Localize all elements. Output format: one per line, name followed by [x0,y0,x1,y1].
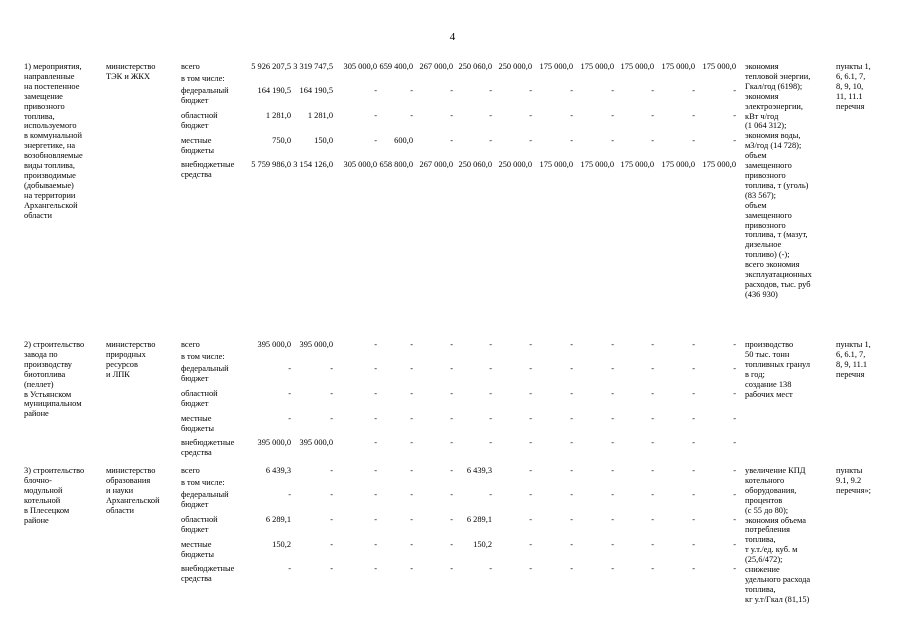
value-cell: 250 060,0 [458,62,492,71]
value-cell: - [374,564,377,573]
results-cell: увеличение КПД котельного оборудования, процентов (с 55 до 80); экономия объема потребления топлива, т у.т./ед. куб. м (25,6/472); снижение удельного расхода топлива, кг у.т/Гкал (81,15) [745,466,811,604]
source-cell: федеральный бюджет [181,86,229,105]
value-cell: - [651,438,654,447]
source-cell: местные бюджеты [181,540,215,559]
value-cell: 250 000,0 [498,62,532,71]
source-cell: внебюджетные средства [181,438,235,457]
value-cell: - [410,515,413,524]
executor-cell: министерство образования и науки Архангельской области [106,466,160,515]
value-cell: - [692,86,695,95]
value-cell: - [651,364,654,373]
value-cell: 659 400,0 [379,62,413,71]
value-cell: - [611,564,614,573]
value-cell: 175 000,0 [702,62,736,71]
value-cell: - [374,389,377,398]
value-cell: - [374,490,377,499]
value-cell: - [692,111,695,120]
value-cell: - [450,490,453,499]
value-cell: - [529,438,532,447]
value-cell: - [570,490,573,499]
value-cell: - [733,490,736,499]
source-cell: областной бюджет [181,515,218,534]
executor-cell: министерство ТЭК и ЖКХ [106,62,156,81]
value-cell: - [529,86,532,95]
value-cell: 175 000,0 [539,160,573,169]
value-cell: - [570,414,573,423]
value-cell: - [410,438,413,447]
value-cell: - [410,414,413,423]
source-cell: в том числе: [181,478,225,487]
items-cell: пункты 9.1, 9.2 перечня»; [836,466,871,495]
value-cell: - [651,136,654,145]
value-cell: - [489,340,492,349]
value-cell: 175 000,0 [620,62,654,71]
value-cell: 175 000,0 [661,62,695,71]
value-cell: - [570,564,573,573]
value-cell: 150,2 [473,540,492,549]
value-cell: 395 000,0 [299,340,333,349]
value-cell: - [450,389,453,398]
value-cell: - [529,564,532,573]
value-cell: - [450,364,453,373]
executor-cell: министерство природных ресурсов и ЛПК [106,340,156,379]
value-cell: 600,0 [394,136,413,145]
value-cell: 267 000,0 [419,62,453,71]
value-cell: 395 000,0 [299,438,333,447]
value-cell: 395 000,0 [257,438,291,447]
items-cell: пункты 1, 6, 6.1, 7, 8, 9, 11.1 перечня [836,340,871,379]
value-cell: 305 000,0 [343,62,377,71]
value-cell: - [410,540,413,549]
value-cell: - [529,389,532,398]
value-cell: - [733,389,736,398]
value-cell: - [450,540,453,549]
value-cell: 395 000,0 [257,340,291,349]
value-cell: - [330,490,333,499]
value-cell: - [651,86,654,95]
value-cell: 175 000,0 [702,160,736,169]
value-cell: - [570,438,573,447]
value-cell: 305 000,0 [343,160,377,169]
value-cell: - [374,86,377,95]
value-cell: - [570,364,573,373]
source-cell: внебюджетные средства [181,564,235,583]
value-cell: - [288,364,291,373]
source-cell: областной бюджет [181,389,218,408]
value-cell: - [450,136,453,145]
value-cell: 3 319 747,5 [293,62,333,71]
value-cell: 267 000,0 [419,160,453,169]
value-cell: 5 926 207,5 [251,62,291,71]
value-cell: - [374,136,377,145]
value-cell: 1 281,0 [307,111,333,120]
value-cell: - [733,466,736,475]
value-cell: 164 190,5 [299,86,333,95]
activity-cell: 2) строительство завода по производству биотоплива (пеллет) в Устьянском муниципальном районе [24,340,85,419]
value-cell: - [288,490,291,499]
value-cell: - [570,515,573,524]
value-cell: - [288,389,291,398]
value-cell: - [611,466,614,475]
value-cell: 164 190,5 [257,86,291,95]
results-cell: экономия тепловой энергии, Гкал/год (6198); экономия электроэнергии, кВт ч/год (1 064 312); экономия воды, м3/год (14 728); объем замещенного привозного топлива, т (уголь) (83 567); объем замещенного привозного топлива, т (мазут, дизельное топливо) (-); всего экономия эксплуатационных расходов, тыс. руб (436 930) [745,62,812,299]
value-cell: - [611,364,614,373]
value-cell: - [570,86,573,95]
value-cell: - [611,414,614,423]
source-cell: в том числе: [181,74,225,83]
value-cell: - [489,136,492,145]
value-cell: - [692,540,695,549]
value-cell: - [733,540,736,549]
value-cell: - [450,86,453,95]
value-cell: - [489,86,492,95]
activity-cell: 3) строительство блочно- модульной котельной в Плесецком районе [24,466,85,525]
value-cell: 175 000,0 [580,62,614,71]
value-cell: - [651,540,654,549]
value-cell: - [410,466,413,475]
value-cell: - [529,414,532,423]
value-cell: - [611,111,614,120]
results-cell: производство 50 тыс. тонн топливных гранул в год; создание 138 рабочих мест [745,340,811,399]
value-cell: - [733,364,736,373]
value-cell: - [450,111,453,120]
value-cell: - [733,86,736,95]
value-cell: - [529,136,532,145]
value-cell: - [733,136,736,145]
value-cell: - [529,515,532,524]
value-cell: - [288,414,291,423]
value-cell: - [330,515,333,524]
value-cell: - [692,466,695,475]
items-cell: пункты 1, 6, 6.1, 7, 8, 9, 10, 11, 11.1 перечня [836,62,871,111]
value-cell: - [489,389,492,398]
value-cell: - [410,364,413,373]
source-cell: местные бюджеты [181,414,215,433]
value-cell: - [450,340,453,349]
source-cell: федеральный бюджет [181,364,229,383]
value-cell: 658 800,0 [379,160,413,169]
value-cell: - [529,490,532,499]
value-cell: - [489,490,492,499]
value-cell: - [410,86,413,95]
value-cell: - [374,438,377,447]
value-cell: - [529,111,532,120]
value-cell: - [570,466,573,475]
value-cell: - [410,490,413,499]
value-cell: - [410,340,413,349]
value-cell: - [450,438,453,447]
value-cell: 175 000,0 [580,160,614,169]
value-cell: - [692,490,695,499]
value-cell: - [330,540,333,549]
value-cell: 5 759 986,0 [251,160,291,169]
value-cell: - [692,515,695,524]
value-cell: - [611,438,614,447]
value-cell: - [450,564,453,573]
value-cell: - [692,438,695,447]
value-cell: - [651,466,654,475]
value-cell: 3 154 126,0 [293,160,333,169]
value-cell: - [374,466,377,475]
source-cell: всего [181,62,200,71]
value-cell: - [374,414,377,423]
value-cell: - [489,111,492,120]
source-cell: в том числе: [181,352,225,361]
value-cell: 150,2 [272,540,291,549]
value-cell: - [529,340,532,349]
value-cell: - [692,564,695,573]
value-cell: - [570,340,573,349]
page-number: 4 [449,31,456,43]
value-cell: - [651,340,654,349]
value-cell: - [489,364,492,373]
value-cell: - [450,515,453,524]
value-cell: 1 281,0 [265,111,291,120]
value-cell: 175 000,0 [661,160,695,169]
value-cell: 175 000,0 [620,160,654,169]
value-cell: - [651,389,654,398]
value-cell: - [529,364,532,373]
value-cell: - [450,466,453,475]
value-cell: - [450,414,453,423]
value-cell: - [651,414,654,423]
value-cell: - [692,364,695,373]
value-cell: - [733,564,736,573]
source-cell: всего [181,340,200,349]
value-cell: - [611,540,614,549]
value-cell: - [288,564,291,573]
source-cell: местные бюджеты [181,136,215,155]
source-cell: федеральный бюджет [181,490,229,509]
value-cell: - [611,340,614,349]
value-cell: - [374,540,377,549]
value-cell: - [489,414,492,423]
value-cell: - [330,364,333,373]
value-cell: - [374,340,377,349]
value-cell: - [611,490,614,499]
value-cell: - [570,540,573,549]
value-cell: 750,0 [272,136,291,145]
source-cell: всего [181,466,200,475]
value-cell: - [733,515,736,524]
value-cell: - [489,438,492,447]
value-cell: - [374,515,377,524]
value-cell: - [410,564,413,573]
value-cell: - [733,414,736,423]
value-cell: - [692,340,695,349]
value-cell: - [651,564,654,573]
activity-cell: 1) мероприятия, направленные на постепенное замещение привозного топлива, используемого в коммунальной энергетике, на возобновляемые виды топлива, производимые (добываемые) на территории Архангельской области [24,62,83,220]
value-cell: - [489,564,492,573]
value-cell: - [410,389,413,398]
value-cell: - [611,515,614,524]
value-cell: - [733,111,736,120]
value-cell: - [651,515,654,524]
value-cell: 150,0 [314,136,333,145]
value-cell: - [570,389,573,398]
value-cell: - [733,340,736,349]
value-cell: - [651,111,654,120]
value-cell: 6 439,3 [466,466,492,475]
value-cell: - [611,389,614,398]
value-cell: - [733,438,736,447]
value-cell: - [570,136,573,145]
value-cell: - [692,389,695,398]
value-cell: - [330,389,333,398]
value-cell: 250 000,0 [498,160,532,169]
value-cell: - [529,466,532,475]
value-cell: - [529,540,532,549]
value-cell: 250 060,0 [458,160,492,169]
value-cell: - [692,136,695,145]
source-cell: внебюджетные средства [181,160,235,179]
value-cell: 6 439,3 [265,466,291,475]
value-cell: - [611,86,614,95]
value-cell: 6 289,1 [466,515,492,524]
value-cell: - [374,111,377,120]
value-cell: - [410,111,413,120]
value-cell: - [330,414,333,423]
value-cell: - [692,414,695,423]
value-cell: - [651,490,654,499]
value-cell: 6 289,1 [265,515,291,524]
value-cell: 175 000,0 [539,62,573,71]
value-cell: - [374,364,377,373]
value-cell: - [570,111,573,120]
value-cell: - [330,466,333,475]
source-cell: областной бюджет [181,111,218,130]
value-cell: - [611,136,614,145]
value-cell: - [330,564,333,573]
